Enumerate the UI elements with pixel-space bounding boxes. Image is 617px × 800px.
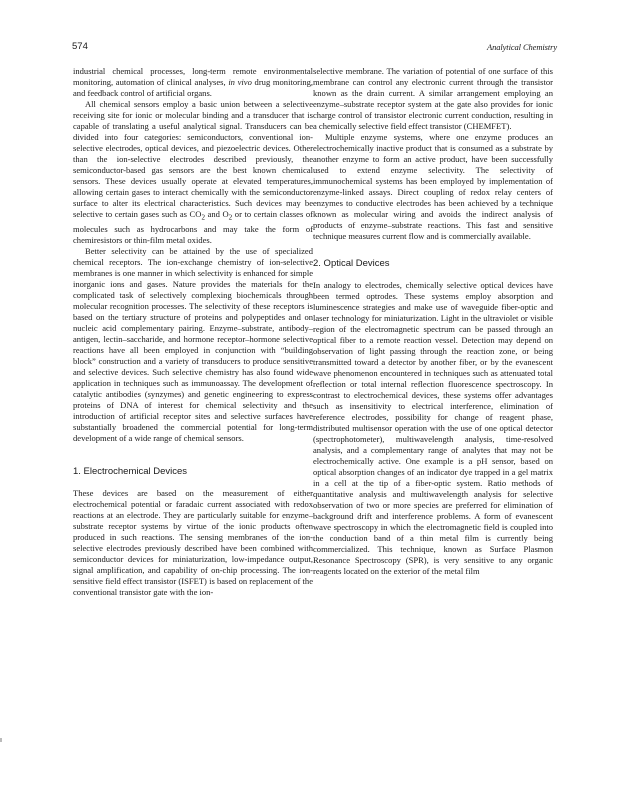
section-heading-optical-devices: 2. Optical Devices <box>313 258 390 269</box>
right-paragraph-2: Multiple enzyme systems, where one enzyme produces an electrochemically inactive product that is consumed as a substrate by another enzyme to form an active product, have been successfully used to extend enzyme selectivity. The selectivity of immunochemical systems has been employed by implementation of enzyme-linked assays. Direct coupling of redox relay centers of enzymes to conductive electrodes has been achieved by a technique known as molecular wiring and avoids the indirect analysis of products of enzyme–substrate reactions. This fast and sensitive technique measures current flow and is commercially available. <box>313 132 553 241</box>
o2-subscript: 2 <box>228 213 233 222</box>
in-vivo-italic: in vivo <box>228 77 252 87</box>
co2-subscript: 2 <box>201 213 205 222</box>
right-paragraph-3: In analogy to electrodes, chemically selective optical devices have been termed optrodes. These systems employ absorption and luminescence strategies and make use of waveguide fiber-optic and laser technology for miniaturization. Light in the ultraviolet or visible region of the electromagnetic spectrum can be passed through an optical fiber to a remote reaction vessel. Detection may depend on observation of light passing through the reaction zone, or being transmitted toward a detector by another fiber, or by the evanescent wave phenomenon encountered in techniques such as attenuated total reflection or total internal reflection fluorescence spectroscopy. In contrast to electrochemical devices, these systems offer advantages such as insensitivity to electrical interference, elimination of reference electrodes, possibility for change of reagent phase, distributed multisensor operation with the use of one optical detector (spectrophotometer), multiwavelength analysis, time-resolved analysis, and a complementary range of analytes that may not be electrochemically active. One example is a pH sensor, based on optical absorption changes of an indicator dye trapped in a gel matrix in a cell at the tip of a fiber-optic system. Ratio methods of quantitative analysis and multiwavelength analysis for selective observation of two or more species are preferred for elimination of background drift and interference problems. A form of evanescent wave spectroscopy in which the electromagnetic field is coupled into the conduction band of a thin metal film is currently being commercialized. This technique, known as Surface Plasmon Resonance Spectroscopy (SPR), is very sensitive to any organic reagents located on the exterior of the metal film <box>313 280 553 576</box>
running-title: Analytical Chemistry <box>486 42 557 52</box>
page-number: 574 <box>72 41 88 52</box>
right-paragraph-1: selective membrane. The variation of potential of one surface of this membrane can control any electronic current through the transistor known as the drain current. A similar arrangement employing an enzyme–substrate receptor system at the gate also provides for ionic charge control of transistor electronic current conduction, resulting in a chemically selective field effect transistor (CHEMFET). <box>313 66 553 131</box>
left-paragraph-3: Better selectivity can be attained by the use of specialized chemical receptors. The ion-exchange chemistry of ion-selective membranes is one manner in which selectivity is enhanced for simple inorganic ions and gases. Nature provides the materials for the complicated task of selectively complexing biochemicals through molecular recognition processes. The selectivity of these receptors is based on the tertiary structure of proteins and polypeptides and on nucleic acid complementary pairing. Enzyme–substrate, antibody–antigen, lectin–saccharide, and hormone receptor–hormone selective reactions have all been employed in conjunction with “building block” construction and a variety of transducers to produce sensitive and selective devices. Such selective chemistry has also found wide application in techniques such as immunoassay. The development of catalytic antibodies (synzymes) and genetic engineering to express proteins of DNA of interest for chemical selectivity and the introduction of artificial receptor sites and selective surfaces have substantially broadened the commercial potential for long-term development of a wide range of chemical sensors. <box>73 245 313 443</box>
right-column <box>313 66 553 577</box>
left-paragraph-1: industrial chemical processes, long-term remote environmental monitoring, automation of clinical analyses, in vivo drug monitoring, and feedback control of artificial organs. <box>73 66 314 98</box>
section-heading-electrochemical-devices: 1. Electrochemical Devices <box>73 465 188 477</box>
left-paragraph-2: All chemical sensors employ a basic union between a selective receiving site for ionic or molecular binding and a transducer that is capable of translating a useful analytical signal. Transducers can be divided into four categories: semiconductors, conventional ion-selective electrodes, optical devices, and piezoelectric devices. Other than the ion-selective electrodes described previously, the semiconductor-based gas sensors are the best known chemical sensors. These devices usually operate at elevated temperatures, allowing certain gases to interact chemically with the semiconductor surface to alter its electrical characteristics. Such devices may be selective to certain gases such as $CO_2$ and $O_2$ or to certain classes of molecules such as hydrocarbons and may take the form of chemiresistors or thin-film metal oxides. <box>73 99 313 245</box>
scan-edge-mark <box>0 738 2 742</box>
left-column <box>73 66 313 598</box>
left-paragraph-4: These devices are based on the measurement of either electrochemical potential or faradaic current associated with redox reactions at an electrode. They are particularly suitable for enzyme–substrate receptor systems by virtue of the ionic products often produced in such reactions. The sensing membranes of the ion-selective electrodes previously described have been combined with semiconductor devices for miniaturization, low-impedance output, signal amplification, and capability of on-chip processing. The ion-sensitive field effect transistor (ISFET) is based on replacement of the conventional transistor gate with the ion- <box>73 487 313 597</box>
